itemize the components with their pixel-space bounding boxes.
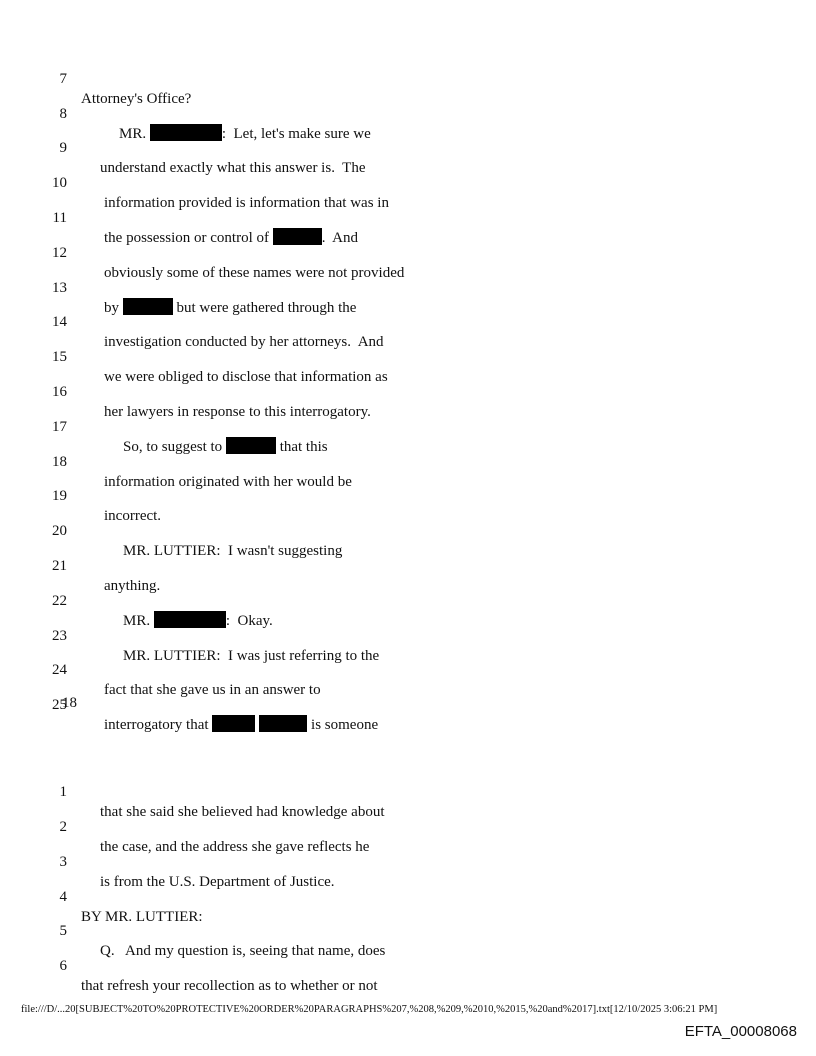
line-text — [104, 715, 378, 735]
line-number: 14 — [52, 314, 67, 330]
line-number: 10 — [52, 175, 67, 191]
line-text: MR. LUTTIER: I was just referring to the — [123, 648, 380, 664]
bates-number: EFTA_00008068 — [684, 1023, 797, 1040]
line-text: understand exactly what this answer is. The — [100, 160, 366, 176]
line-text: Q. And my question is, seeing that name, does — [100, 943, 386, 959]
line-text: Attorney's Office? — [81, 91, 192, 107]
line-text: anything. — [104, 578, 161, 594]
line-number: 25 — [52, 697, 67, 713]
line-text-part: by — [104, 300, 123, 316]
line-number: 4 — [59, 889, 67, 905]
line-text: incorrect. — [104, 508, 162, 524]
line-text-part: So, to suggest to — [123, 439, 226, 455]
line-text: information provided is information that was in — [104, 195, 389, 211]
line-text: BY MR. LUTTIER: — [81, 909, 203, 925]
line-number: 24 — [52, 662, 67, 678]
line-text: is from the U.S. Department of Justice. — [100, 874, 335, 890]
line-number: 6 — [59, 958, 67, 974]
line-text: fact that she gave us in an answer to — [104, 682, 321, 698]
line-number: 2 — [59, 819, 67, 835]
footer-file-path: file:///D/...20[SUBJECT%20TO%20PROTECTIVE%20ORDER%20PARAGRAPHS%207,%208,%209,%2010,%2015,%20and%2017].txt[12/10/2025 3:06:21 PM] — [21, 1004, 718, 1015]
line-number: 13 — [52, 280, 67, 296]
line-text-part: but were gathered through the — [172, 300, 357, 316]
transcript-line-19 — [0, 466, 162, 524]
line-text: investigation conducted by her attorneys. And — [104, 334, 384, 350]
line-text: the case, and the address she gave reflects he — [100, 839, 370, 855]
line-text-part: MR. — [119, 126, 150, 142]
line-number: 16 — [52, 384, 67, 400]
transcript-line-4 — [0, 867, 203, 925]
line-text — [119, 124, 371, 144]
redaction-box — [273, 228, 322, 245]
line-number: 20 — [52, 523, 67, 539]
line-text-part: the possession or control of — [104, 230, 273, 246]
line-text-part: is someone — [307, 717, 379, 733]
line-text-part: that this — [275, 439, 328, 455]
line-text — [123, 437, 328, 457]
line-number: 18 — [52, 454, 67, 470]
redaction-box — [154, 611, 226, 628]
page-number: 18 — [62, 695, 77, 711]
line-number: 15 — [52, 349, 67, 365]
line-text — [123, 611, 273, 631]
line-text: we were obliged to disclose that information as — [104, 369, 388, 385]
line-number: 1 — [59, 784, 67, 800]
line-text: her lawyers in response to this interrogatory. — [104, 404, 371, 420]
transcript-line-1 — [0, 762, 385, 820]
line-text-part: MR. — [123, 613, 154, 629]
line-number: 3 — [59, 854, 67, 870]
line-number: 17 — [52, 419, 67, 435]
line-number: 9 — [59, 140, 67, 156]
line-number: 21 — [52, 558, 67, 574]
line-number: 7 — [59, 71, 67, 87]
redaction-box — [226, 437, 276, 454]
line-text — [104, 298, 356, 318]
line-number: 23 — [52, 628, 67, 644]
line-text-part: interrogatory that — [104, 717, 213, 733]
line-text: obviously some of these names were not provided — [104, 265, 405, 281]
line-number: 8 — [59, 106, 67, 122]
redaction-box — [150, 124, 222, 141]
line-text: information originated with her would be — [104, 474, 352, 490]
line-number: 22 — [52, 593, 67, 609]
line-text: that she said she believed had knowledge about — [100, 804, 385, 820]
transcript-line-7 — [0, 49, 192, 107]
line-number: 12 — [52, 245, 67, 261]
line-text-part: : Okay. — [225, 613, 273, 629]
redaction-box — [212, 715, 255, 732]
line-text-part: . And — [321, 230, 358, 246]
line-number: 19 — [52, 488, 67, 504]
redaction-box — [259, 715, 307, 732]
redaction-box — [123, 298, 173, 315]
line-text: that refresh your recollection as to whether or not — [81, 978, 378, 994]
line-text — [104, 228, 358, 248]
line-text-part: : Let, let's make sure we — [221, 126, 371, 142]
transcript-line-21 — [0, 536, 161, 594]
line-number: 11 — [52, 210, 67, 226]
line-number: 5 — [59, 923, 67, 939]
line-text: MR. LUTTIER: I wasn't suggesting — [123, 543, 343, 559]
